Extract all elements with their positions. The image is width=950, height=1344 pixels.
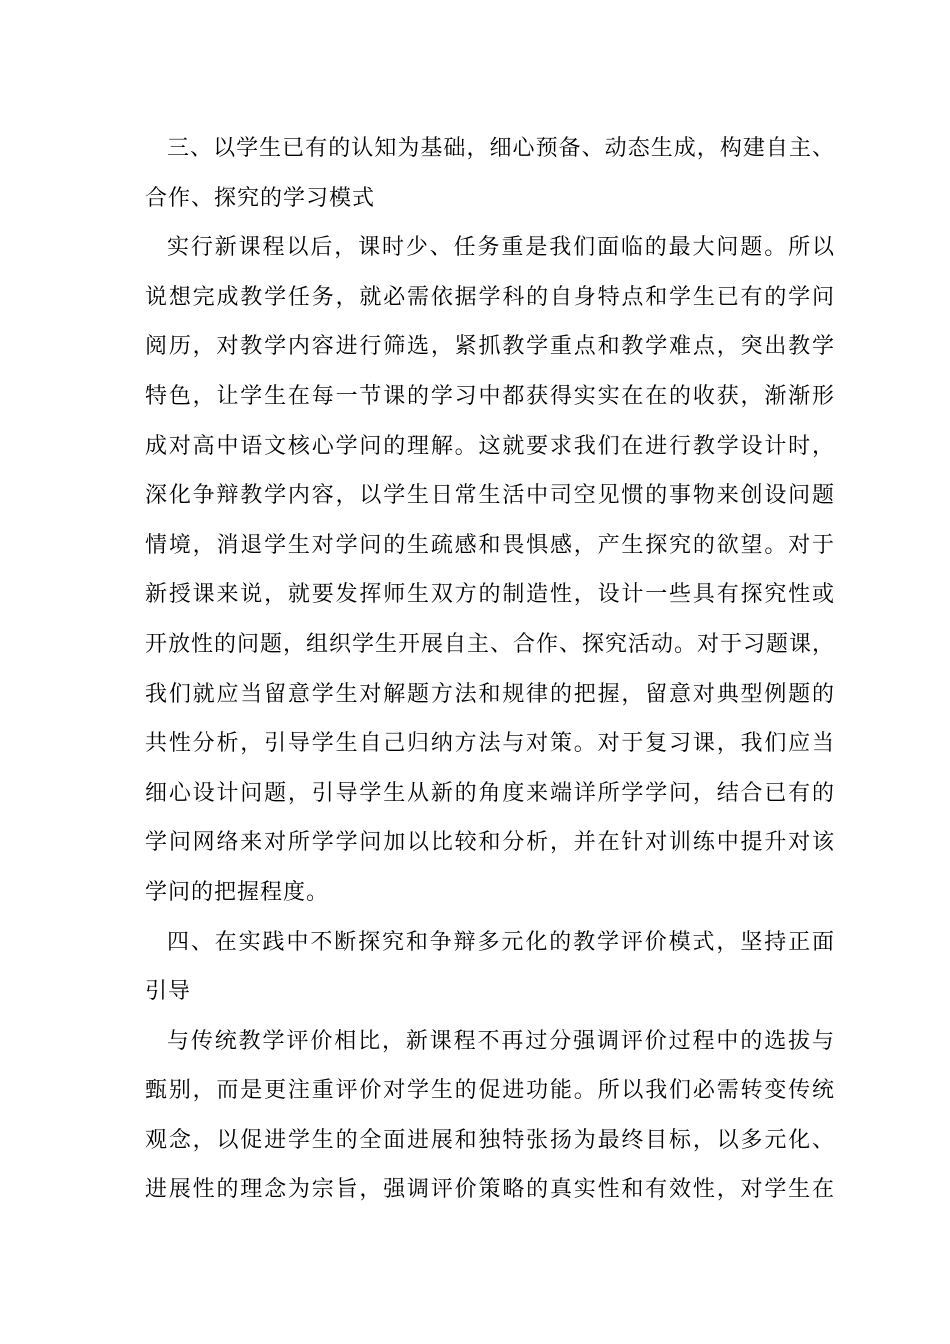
body-line: 说想完成教学任务，就必需依据学科的自身特点和学生已有的学问 — [145, 284, 835, 310]
section-heading-3 — [145, 124, 835, 223]
body-line: 与传统教学评价相比，新课程不再过分强调评价过程中的选拔与 — [167, 1028, 835, 1054]
body-line: 实行新课程以后，课时少、任务重是我们面临的最大问题。所以 — [167, 235, 835, 261]
body-line: 成对高中语文核心学问的理解。这就要求我们在进行教学设计时， — [145, 433, 835, 459]
body-line: 我们就应当留意学生对解题方法和规律的把握，留意对典型例题的 — [145, 681, 835, 707]
body-line: 甄别，而是更注重评价对学生的促进功能。所以我们必需转变传统 — [145, 1078, 835, 1104]
body-line: 学问的把握程度。 — [145, 879, 330, 905]
body-line: 细心设计问题，引导学生从新的角度来端详所学学问，结合已有的 — [145, 780, 835, 806]
body-line: 开放性的问题，组织学生开展自主、合作、探究活动。对于习题课， — [145, 631, 836, 657]
body-line: 学问网络来对所学学问加以比较和分析，并在针对训练中提升对该 — [145, 830, 835, 856]
section-heading-4 — [145, 918, 835, 1017]
heading-line: 四、在实践中不断探究和争辩多元化的教学评价模式，坚持正面 — [167, 929, 835, 955]
body-line: 阅历，对教学内容进行筛选，紧抓教学重点和教学难点，突出教学 — [145, 334, 835, 360]
body-line: 观念，以促进学生的全面进展和独特张扬为最终目标，以多元化、 — [145, 1127, 835, 1153]
body-line: 进展性的理念为宗旨，强调评价策略的真实性和有效性，对学生在 — [145, 1177, 835, 1203]
body-line: 特色，让学生在每一节课的学习中都获得实实在在的收获，渐渐形 — [145, 383, 835, 409]
body-line: 共性分析，引导学生自己归纳方法与对策。对于复习课，我们应当 — [145, 731, 835, 757]
document-body — [145, 124, 835, 1215]
body-paragraph-1 — [145, 223, 835, 917]
heading-line: 引导 — [145, 979, 192, 1005]
body-line: 情境，消退学生对学问的生疏感和畏惧感，产生探究的欲望。对于 — [145, 532, 835, 558]
body-line: 深化争辩教学内容，以学生日常生活中司空见惯的事物来创设问题 — [145, 483, 835, 509]
heading-line: 三、以学生已有的认知为基础，细心预备、动态生成，构建自主、 — [167, 136, 835, 161]
body-paragraph-2 — [145, 1017, 835, 1215]
body-line: 新授课来说，就要发挥师生双方的制造性，设计一些具有探究性或 — [145, 582, 835, 608]
heading-line: 合作、探究的学习模式 — [145, 185, 376, 211]
